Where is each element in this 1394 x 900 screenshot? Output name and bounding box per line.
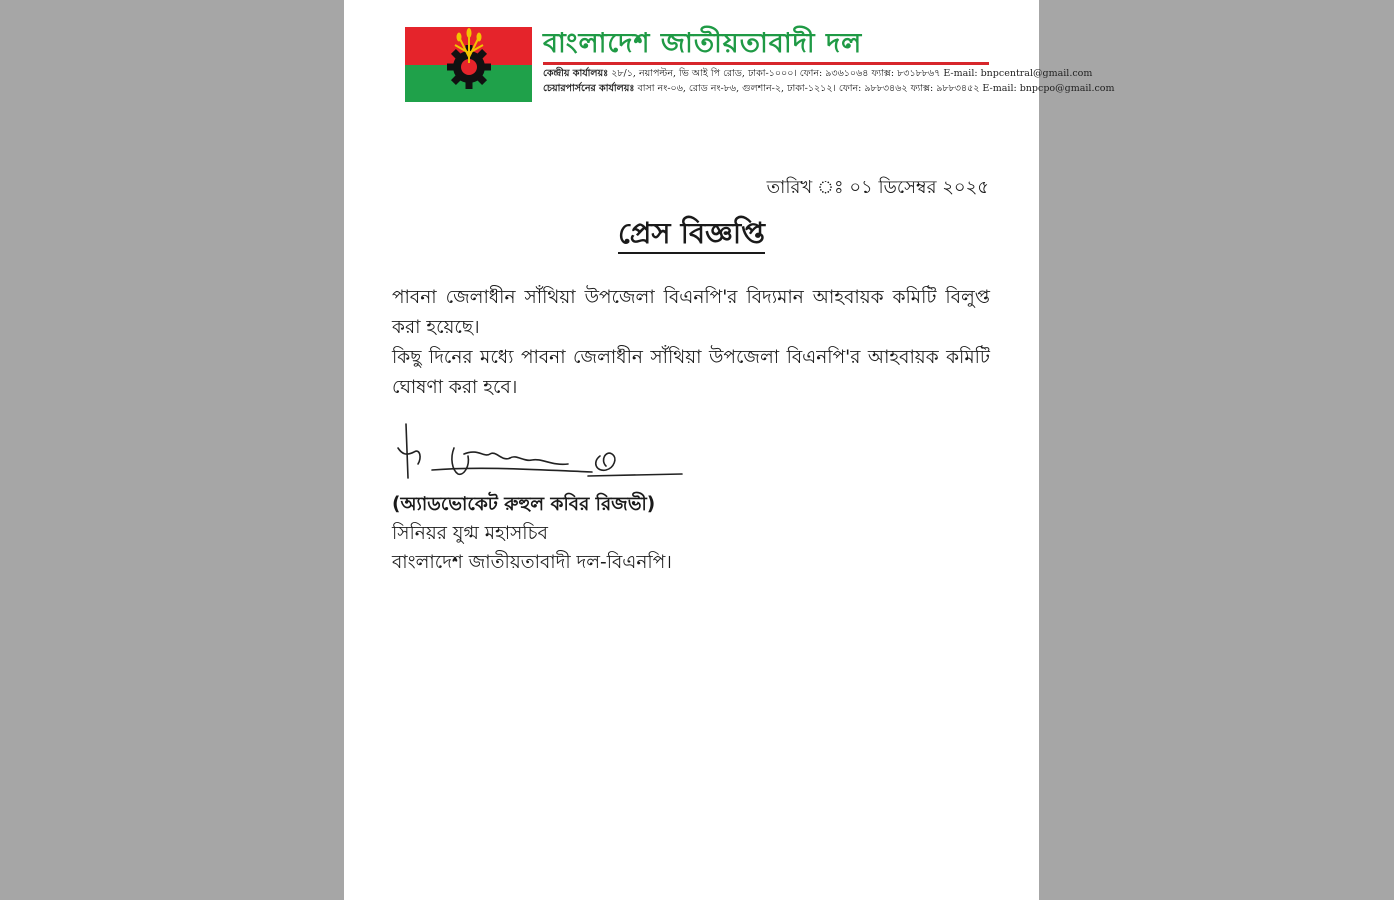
document-body [392, 283, 990, 403]
party-flag-emblem-icon [405, 27, 532, 102]
body-paragraph-2: কিছু দিনের মধ্যে পাবনা জেলাধীন সাঁথিয়া উপজেলা বিএনপি'র আহবায়ক কমিটি ঘোষণা করা হবে। [392, 347, 990, 398]
handwritten-signature-icon [392, 418, 692, 490]
chair-office-text: বাসা নং-০৬, রোড নং-৮৬, গুলশান-২, ঢাকা-১২১২। ফোন: ৯৮৮৩৪৬২ ফ্যাক্স: ৯৮৮৩৪৫২ E-mail: bnpcpo@gmail.com [637, 83, 1115, 94]
document-date: তারিখ ঃ ০১ ডিসেম্বর ২০২৫ [766, 177, 989, 198]
signatory-designation: সিনিয়র যুগ্ম মহাসচিব [392, 523, 548, 544]
document-title [344, 211, 1039, 260]
signatory-block [392, 490, 672, 577]
chair-office-address [543, 83, 1115, 95]
document-page [344, 0, 1115, 900]
signatory-organization: বাংলাদেশ জাতীয়তাবাদী দল-বিএনপি। [392, 552, 672, 573]
document-title-text: প্রেস বিজ্ঞপ্তি [618, 216, 765, 254]
party-name: বাংলাদেশ জাতীয়তাবাদী দল [543, 28, 863, 59]
letterhead [405, 27, 1115, 103]
signatory-name: (অ্যাডভোকেট রুহুল কবির রিজভী) [392, 494, 656, 515]
chair-office-label: চেয়ারপার্সনের কার্যালয়ঃ [543, 83, 635, 94]
body-paragraph-1: পাবনা জেলাধীন সাঁথিয়া উপজেলা বিএনপি'র বিদ্যমান আহবায়ক কমিটি বিলুপ্ত করা হয়েছে। [392, 287, 990, 338]
central-office-text: ২৮/১, নয়াপল্টন, ভি আই পি রোড, ঢাকা-১০০০। ফোন: ৯৩৬১০৬৪ ফ্যাক্স: ৮৩১৮৮৬৭ E-mail: bnpcentral@gmail.com [611, 68, 1093, 79]
central-office-address [543, 68, 1092, 80]
central-office-label: কেন্দ্রীয় কার্যালয়ঃ [543, 68, 609, 79]
letterhead-divider [543, 62, 989, 65]
